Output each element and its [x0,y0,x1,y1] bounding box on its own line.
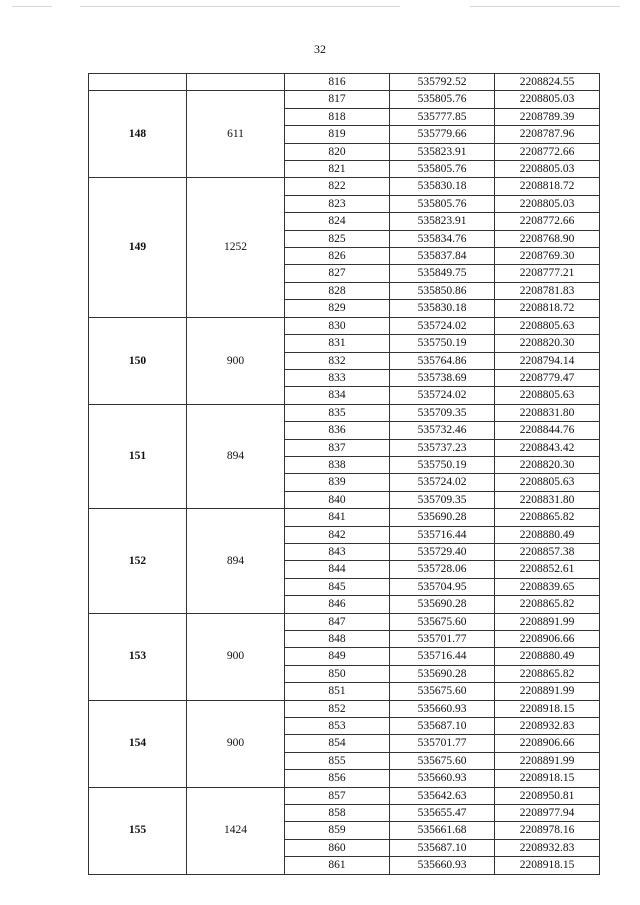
point-cell: 856 [285,770,390,787]
area-cell: 894 [187,404,285,508]
point-cell: 835 [285,404,390,421]
y-coordinate-cell: 2208772.66 [495,143,600,160]
area-cell: 1424 [187,787,285,874]
coordinates-table [88,73,600,875]
y-coordinate-cell: 2208818.72 [495,178,600,195]
x-coordinate-cell: 535690.28 [390,665,495,682]
page-number: 32 [314,42,326,56]
plot-id-cell: 155 [89,787,187,874]
y-coordinate-cell: 2208779.47 [495,369,600,386]
point-cell: 817 [285,91,390,108]
x-coordinate-cell: 535660.93 [390,770,495,787]
table-row [89,178,600,195]
x-coordinate-cell: 535704.95 [390,578,495,595]
y-coordinate-cell: 2208805.63 [495,474,600,491]
y-coordinate-cell: 2208772.66 [495,213,600,230]
point-cell: 844 [285,561,390,578]
y-coordinate-cell: 2208865.82 [495,596,600,613]
area-cell: 900 [187,613,285,700]
plot-id-cell: 151 [89,404,187,508]
x-coordinate-cell: 535655.47 [390,805,495,822]
y-coordinate-cell: 2208768.90 [495,230,600,247]
point-cell: 855 [285,752,390,769]
plot-id-cell [89,74,187,91]
x-coordinate-cell: 535732.46 [390,422,495,439]
x-coordinate-cell: 535660.93 [390,700,495,717]
point-cell: 829 [285,300,390,317]
x-coordinate-cell: 535729.40 [390,543,495,560]
x-coordinate-cell: 535675.60 [390,752,495,769]
y-coordinate-cell: 2208906.66 [495,631,600,648]
y-coordinate-cell: 2208781.83 [495,282,600,299]
y-coordinate-cell: 2208839.65 [495,578,600,595]
x-coordinate-cell: 535830.18 [390,178,495,195]
area-cell [187,74,285,91]
y-coordinate-cell: 2208805.03 [495,195,600,212]
y-coordinate-cell: 2208918.15 [495,857,600,874]
point-cell: 833 [285,369,390,386]
point-cell: 847 [285,613,390,630]
table-row [89,91,600,108]
point-cell: 834 [285,387,390,404]
point-cell: 851 [285,683,390,700]
point-cell: 838 [285,456,390,473]
y-coordinate-cell: 2208852.61 [495,561,600,578]
y-coordinate-cell: 2208932.83 [495,839,600,856]
x-coordinate-cell: 535724.02 [390,387,495,404]
plot-id-cell: 153 [89,613,187,700]
point-cell: 845 [285,578,390,595]
y-coordinate-cell: 2208805.03 [495,161,600,178]
y-coordinate-cell: 2208789.39 [495,108,600,125]
x-coordinate-cell: 535779.66 [390,126,495,143]
area-cell: 900 [187,700,285,787]
y-coordinate-cell: 2208918.15 [495,700,600,717]
x-coordinate-cell: 535724.02 [390,474,495,491]
point-cell: 825 [285,230,390,247]
point-cell: 859 [285,822,390,839]
point-cell: 830 [285,317,390,334]
y-coordinate-cell: 2208831.80 [495,404,600,421]
y-coordinate-cell: 2208824.55 [495,74,600,91]
x-coordinate-cell: 535642.63 [390,787,495,804]
x-coordinate-cell: 535737.23 [390,439,495,456]
x-coordinate-cell: 535709.35 [390,404,495,421]
point-cell: 836 [285,422,390,439]
x-coordinate-cell: 535805.76 [390,91,495,108]
point-cell: 818 [285,108,390,125]
table-row [89,787,600,804]
y-coordinate-cell: 2208977.94 [495,805,600,822]
x-coordinate-cell: 535687.10 [390,718,495,735]
y-coordinate-cell: 2208932.83 [495,718,600,735]
x-coordinate-cell: 535724.02 [390,317,495,334]
y-coordinate-cell: 2208857.38 [495,543,600,560]
x-coordinate-cell: 535690.28 [390,596,495,613]
y-coordinate-cell: 2208865.82 [495,509,600,526]
point-cell: 860 [285,839,390,856]
coordinates-table-body [89,74,600,875]
plot-id-cell: 148 [89,91,187,178]
y-coordinate-cell: 2208880.49 [495,648,600,665]
y-coordinate-cell: 2208777.21 [495,265,600,282]
table-row [89,613,600,630]
point-cell: 858 [285,805,390,822]
top-rule-center [80,6,400,7]
top-rule-right [470,6,620,7]
plot-id-cell: 152 [89,509,187,613]
y-coordinate-cell: 2208805.63 [495,387,600,404]
point-cell: 828 [285,282,390,299]
point-cell: 821 [285,161,390,178]
x-coordinate-cell: 535675.60 [390,683,495,700]
x-coordinate-cell: 535738.69 [390,369,495,386]
point-cell: 826 [285,248,390,265]
x-coordinate-cell: 535830.18 [390,300,495,317]
x-coordinate-cell: 535805.76 [390,195,495,212]
point-cell: 822 [285,178,390,195]
point-cell: 820 [285,143,390,160]
x-coordinate-cell: 535701.77 [390,631,495,648]
x-coordinate-cell: 535687.10 [390,839,495,856]
area-cell: 1252 [187,178,285,317]
point-cell: 837 [285,439,390,456]
point-cell: 819 [285,126,390,143]
x-coordinate-cell: 535716.44 [390,648,495,665]
area-cell: 900 [187,317,285,404]
x-coordinate-cell: 535805.76 [390,161,495,178]
y-coordinate-cell: 2208820.30 [495,335,600,352]
y-coordinate-cell: 2208805.03 [495,91,600,108]
x-coordinate-cell: 535701.77 [390,735,495,752]
table-row [89,404,600,421]
point-cell: 852 [285,700,390,717]
top-rule-left [12,6,52,7]
table-row [89,700,600,717]
x-coordinate-cell: 535728.06 [390,561,495,578]
x-coordinate-cell: 535837.84 [390,248,495,265]
y-coordinate-cell: 2208880.49 [495,526,600,543]
plot-id-cell: 150 [89,317,187,404]
x-coordinate-cell: 535792.52 [390,74,495,91]
point-cell: 832 [285,352,390,369]
x-coordinate-cell: 535716.44 [390,526,495,543]
x-coordinate-cell: 535850.86 [390,282,495,299]
point-cell: 841 [285,509,390,526]
x-coordinate-cell: 535690.28 [390,509,495,526]
x-coordinate-cell: 535849.75 [390,265,495,282]
x-coordinate-cell: 535834.76 [390,230,495,247]
point-cell: 848 [285,631,390,648]
point-cell: 853 [285,718,390,735]
plot-id-cell: 149 [89,178,187,317]
table-row [89,74,600,91]
x-coordinate-cell: 535750.19 [390,456,495,473]
point-cell: 857 [285,787,390,804]
x-coordinate-cell: 535675.60 [390,613,495,630]
y-coordinate-cell: 2208820.30 [495,456,600,473]
point-cell: 843 [285,543,390,560]
y-coordinate-cell: 2208891.99 [495,613,600,630]
point-cell: 854 [285,735,390,752]
x-coordinate-cell: 535661.68 [390,822,495,839]
point-cell: 842 [285,526,390,543]
y-coordinate-cell: 2208805.63 [495,317,600,334]
x-coordinate-cell: 535709.35 [390,491,495,508]
table-row [89,509,600,526]
x-coordinate-cell: 535823.91 [390,213,495,230]
y-coordinate-cell: 2208794.14 [495,352,600,369]
y-coordinate-cell: 2208844.76 [495,422,600,439]
y-coordinate-cell: 2208918.15 [495,770,600,787]
point-cell: 824 [285,213,390,230]
x-coordinate-cell: 535660.93 [390,857,495,874]
point-cell: 831 [285,335,390,352]
y-coordinate-cell: 2208787.96 [495,126,600,143]
point-cell: 827 [285,265,390,282]
point-cell: 823 [285,195,390,212]
point-cell: 839 [285,474,390,491]
y-coordinate-cell: 2208843.42 [495,439,600,456]
x-coordinate-cell: 535764.86 [390,352,495,369]
y-coordinate-cell: 2208769.30 [495,248,600,265]
y-coordinate-cell: 2208831.80 [495,491,600,508]
table-row [89,317,600,334]
point-cell: 816 [285,74,390,91]
y-coordinate-cell: 2208865.82 [495,665,600,682]
plot-id-cell: 154 [89,700,187,787]
x-coordinate-cell: 535750.19 [390,335,495,352]
y-coordinate-cell: 2208891.99 [495,752,600,769]
y-coordinate-cell: 2208818.72 [495,300,600,317]
point-cell: 846 [285,596,390,613]
y-coordinate-cell: 2208891.99 [495,683,600,700]
x-coordinate-cell: 535777.85 [390,108,495,125]
point-cell: 850 [285,665,390,682]
area-cell: 611 [187,91,285,178]
area-cell: 894 [187,509,285,613]
y-coordinate-cell: 2208978.16 [495,822,600,839]
x-coordinate-cell: 535823.91 [390,143,495,160]
point-cell: 840 [285,491,390,508]
y-coordinate-cell: 2208950.81 [495,787,600,804]
point-cell: 849 [285,648,390,665]
point-cell: 861 [285,857,390,874]
y-coordinate-cell: 2208906.66 [495,735,600,752]
